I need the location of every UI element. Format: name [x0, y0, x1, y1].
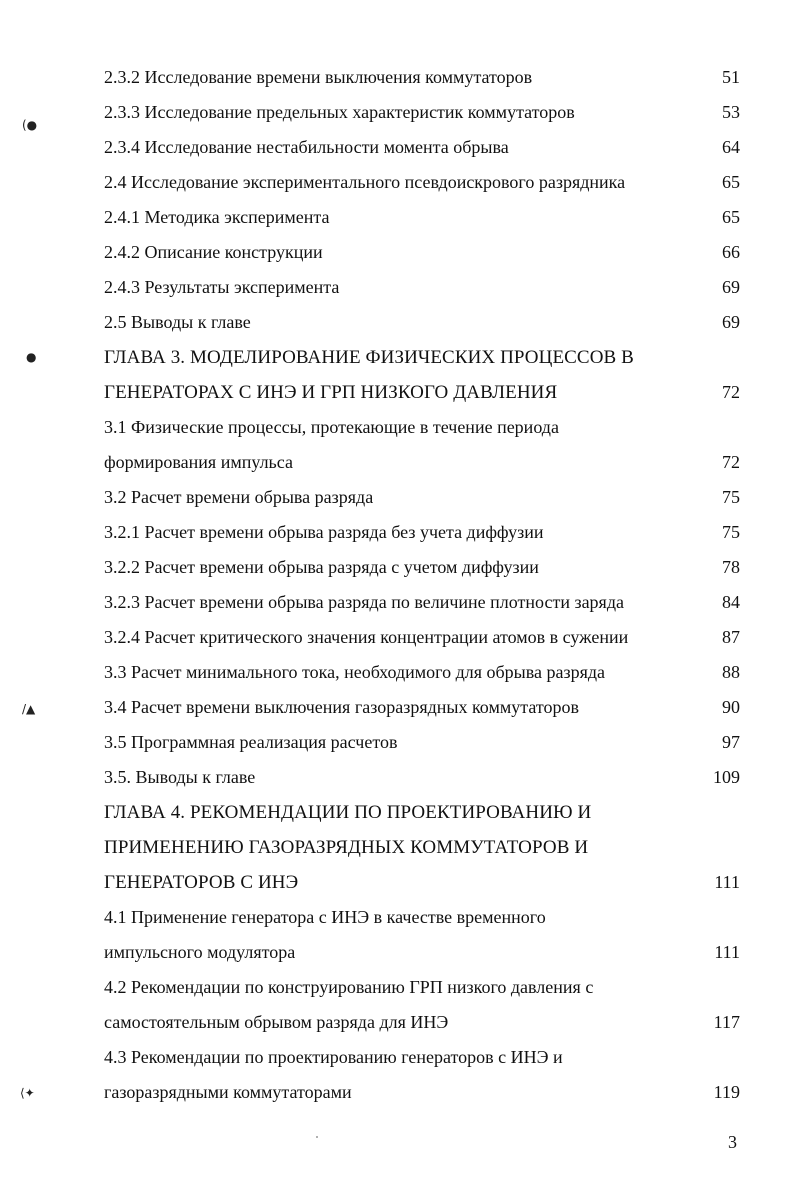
toc-entry-text: ГЛАВА 3. МОДЕЛИРОВАНИЕ ФИЗИЧЕСКИХ ПРОЦЕССОВ В [104, 347, 634, 368]
toc-page-number: 119 [713, 1082, 740, 1102]
toc-entry-text: 2.5 Выводы к главе [104, 312, 251, 332]
toc-entry-text: 2.3.4 Исследование нестабильности момента обрыва [104, 137, 509, 157]
toc-page-number: 87 [722, 627, 740, 647]
toc-line[interactable] [104, 900, 744, 935]
toc-line[interactable] [104, 970, 744, 1005]
toc-line[interactable] [104, 270, 744, 305]
toc-entry-text: ГЛАВА 4. РЕКОМЕНДАЦИИ ПО ПРОЕКТИРОВАНИЮ И [104, 802, 592, 823]
toc-line[interactable] [104, 445, 744, 480]
toc-page-number: 75 [722, 522, 740, 542]
toc-entry-text: 2.4.2 Описание конструкции [104, 242, 323, 262]
toc-entry-text: 2.4 Исследование экспериментального псевдоискрового разрядника [104, 172, 626, 192]
toc-chapter-heading[interactable] [104, 865, 744, 900]
toc-chapter-heading[interactable] [104, 795, 744, 830]
toc-page-number: 65 [722, 172, 740, 192]
toc-chapter-heading[interactable] [104, 830, 744, 865]
toc-line[interactable] [104, 725, 744, 760]
toc-page-number: 78 [722, 557, 740, 577]
scan-mark: (● [22, 118, 38, 132]
toc-line[interactable] [104, 515, 744, 550]
toc-entry-text: 3.2.3 Расчет времени обрыва разряда по величине плотности заряда [104, 592, 624, 612]
toc-entry-text: 3.1 Физические процессы, протекающие в течение периода [104, 417, 559, 437]
toc-entry-text: 3.4 Расчет времени выключения газоразрядных коммутаторов [104, 697, 579, 717]
toc-page-number: 84 [722, 592, 740, 612]
toc-entry-text: 3.3 Расчет минимального тока, необходимого для обрыва разряда [104, 662, 606, 682]
toc-line[interactable] [104, 60, 744, 95]
toc-line[interactable] [104, 165, 744, 200]
toc-entry-text: ГЕНЕРАТОРАХ С ИНЭ И ГРП НИЗКОГО ДАВЛЕНИЯ [104, 382, 558, 403]
toc-line[interactable] [104, 1005, 744, 1040]
toc-page-number: 117 [713, 1012, 740, 1032]
toc-line[interactable] [104, 550, 744, 585]
toc-line[interactable] [104, 1075, 744, 1110]
toc-page-number: 97 [722, 732, 740, 752]
toc-entry-text: 2.3.2 Исследование времени выключения коммутаторов [104, 67, 533, 87]
page-number: 3 [728, 1132, 737, 1152]
toc-entry-text: 3.5. Выводы к главе [104, 767, 256, 787]
toc-entry-text: ГЕНЕРАТОРОВ С ИНЭ [104, 872, 299, 893]
toc-chapter-heading[interactable] [104, 375, 744, 410]
toc-page-number: 111 [714, 872, 740, 892]
toc-entry-text: газоразрядными коммутаторами [104, 1082, 352, 1102]
toc-line[interactable] [104, 130, 744, 165]
toc-line[interactable] [104, 655, 744, 690]
toc-line[interactable] [104, 1040, 744, 1075]
scan-mark: ⟨✦ [20, 1086, 35, 1100]
toc-line[interactable] [104, 305, 744, 340]
toc-chapter-heading[interactable] [104, 340, 744, 375]
toc-entry-text: 3.5 Программная реализация расчетов [104, 732, 398, 752]
toc-page-number: 51 [722, 67, 740, 87]
toc-page-number: 65 [722, 207, 740, 227]
toc-page-number: 53 [722, 102, 740, 122]
toc-entry-text: 2.3.3 Исследование предельных характеристик коммутаторов [104, 102, 575, 122]
toc-entry-text: 3.2.2 Расчет времени обрыва разряда с учетом диффузии [104, 557, 539, 577]
toc-entry-text: 3.2.1 Расчет времени обрыва разряда без учета диффузии [104, 522, 544, 542]
toc-entry-text: 4.2 Рекомендации по конструированию ГРП низкого давления с [104, 977, 594, 997]
toc-line[interactable] [104, 200, 744, 235]
toc-line[interactable] [104, 235, 744, 270]
toc-page-number: 69 [722, 312, 740, 332]
toc-page-number: 111 [714, 942, 740, 962]
toc-page-number: 64 [722, 137, 740, 157]
toc-entry-text: 2.4.1 Методика эксперимента [104, 207, 330, 227]
toc-entry-text: импульсного модулятора [104, 942, 296, 962]
toc-entry-text: 3.2 Расчет времени обрыва разряда [104, 487, 374, 507]
toc-line[interactable] [104, 620, 744, 655]
toc-entry-text: 4.3 Рекомендации по проектированию генераторов с ИНЭ и [104, 1047, 563, 1067]
toc-page-number: 109 [713, 767, 740, 787]
scan-mark: /▲ [22, 702, 36, 716]
toc-line[interactable] [104, 585, 744, 620]
toc-line[interactable] [104, 760, 744, 795]
toc-page-number: 90 [722, 697, 740, 717]
toc-line[interactable] [104, 410, 744, 445]
table-of-contents [104, 60, 744, 1110]
toc-page-number: 66 [722, 242, 740, 262]
toc-page-number: 88 [722, 662, 740, 682]
toc-entry-text: самостоятельным обрывом разряда для ИНЭ [104, 1012, 449, 1032]
toc-page-number: 72 [722, 382, 740, 402]
scan-speck [316, 1136, 318, 1138]
toc-entry-text: 3.2.4 Расчет критического значения концентрации атомов в сужении [104, 627, 629, 647]
toc-page-number: 69 [722, 277, 740, 297]
scan-mark: ● [26, 350, 37, 364]
toc-page-number: 72 [722, 452, 740, 472]
toc-entry-text: формирования импульса [104, 452, 293, 472]
toc-line[interactable] [104, 480, 744, 515]
toc-line[interactable] [104, 935, 744, 970]
toc-entry-text: 4.1 Применение генератора с ИНЭ в качестве временного [104, 907, 546, 927]
toc-line[interactable] [104, 95, 744, 130]
toc-page-number: 75 [722, 487, 740, 507]
toc-entry-text: ПРИМЕНЕНИЮ ГАЗОРАЗРЯДНЫХ КОММУТАТОРОВ И [104, 837, 589, 858]
toc-line[interactable] [104, 690, 744, 725]
toc-entry-text: 2.4.3 Результаты эксперимента [104, 277, 340, 297]
